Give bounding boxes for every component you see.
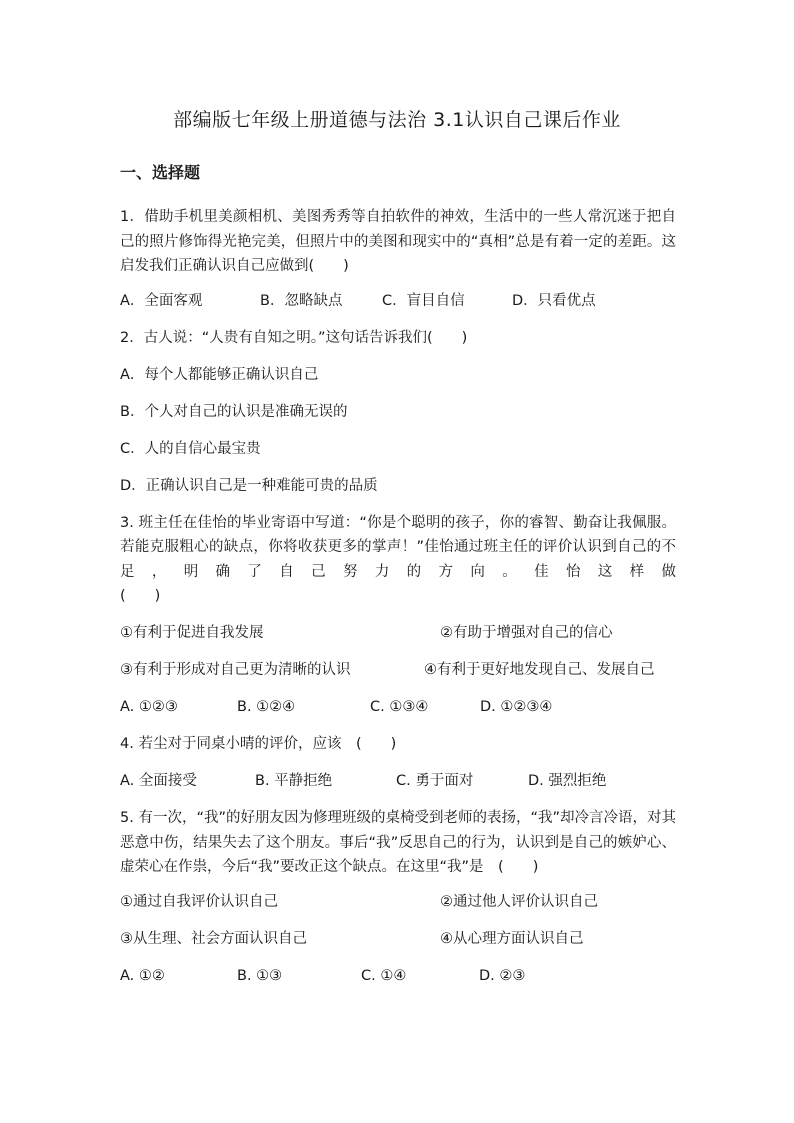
question-5-stem: 5. 有一次，“我”的好朋友因为修理班级的桌椅受到老师的表扬，“我”却冷言冷语，对其恶意中伤，结果失去了这个朋友。事后“我”反思自己的行为，认识到是自己的嫉妒心、虚荣心在作祟，今后“我”要改正这个缺点。在这里“我”是 ( ) <box>120 810 676 875</box>
question-5-options <box>120 964 676 988</box>
question-4-stem: 4. 若尘对于同桌小晴的评价，应该 ( ) <box>120 736 397 752</box>
option-c: C. 勇于面对 <box>396 773 474 789</box>
option-b: B．个人对自己的认识是准确无误的 <box>120 403 348 420</box>
option-b: B. 平静拒绝 <box>255 773 333 789</box>
section-heading: 一、选择题 <box>120 163 201 182</box>
option-a: A．每个人都能够正确认识自己 <box>120 366 319 383</box>
question-list <box>120 205 676 1001</box>
question-3-items-row-1 <box>120 621 676 645</box>
question-3-options <box>120 695 676 719</box>
option-a: A. ①②③ <box>120 699 178 715</box>
question-3-items-row-2 <box>120 658 676 682</box>
option-a: A. 全面接受 <box>120 773 197 789</box>
option-b: B. ①③ <box>237 967 283 984</box>
document-title: 部编版七年级上册道德与法治 3.1认识自己课后作业 <box>173 109 621 131</box>
statement-1: ①通过自我评价认识自己 <box>120 893 278 910</box>
option-b: B. ①②④ <box>237 699 296 715</box>
question-4-options <box>120 769 676 793</box>
question-2-stem: 2．古人说：“人贵有自知之明。”这句话告诉我们( ) <box>120 329 468 346</box>
option-d: D. ①②③④ <box>480 699 553 715</box>
statement-2: ②通过他人评价认识自己 <box>440 893 598 910</box>
question-5-items-row-2 <box>120 927 676 951</box>
option-a: A. ①② <box>120 967 165 984</box>
option-a: A．全面客观 <box>120 292 203 309</box>
statement-3: ③有利于形成对自己更为清晰的认识 <box>120 662 351 678</box>
option-c: C. ①③④ <box>370 699 429 715</box>
question-1-options <box>120 289 676 313</box>
statement-2: ②有助于增强对自己的信心 <box>440 625 613 641</box>
question-5-items-row-1 <box>120 890 676 914</box>
question-3-answer-blank: ( ) <box>120 588 161 604</box>
option-c: C. ①④ <box>361 967 407 984</box>
statement-4: ④从心理方面认识自己 <box>440 930 584 947</box>
statement-3: ③从生理、社会方面认识自己 <box>120 930 307 947</box>
option-b: B．忽略缺点 <box>260 292 343 309</box>
statement-4: ④有利于更好地发现自己、发展自己 <box>424 662 655 678</box>
option-d: D．只看优点 <box>512 292 596 309</box>
option-c: C．盲目自信 <box>382 292 465 309</box>
option-c: C．人的自信心最宝贵 <box>120 440 261 457</box>
question-1-stem: 1．借助手机里美颜相机、美图秀秀等自拍软件的神效，生活中的一些人常沉迷于把自己的照片修饰得光艳完美，但照片中的美图和现实中的“真相”总是有着一定的差距。这启发我们正确认识自己应做到( ) <box>120 209 676 274</box>
option-d: D. 强烈拒绝 <box>528 773 607 789</box>
statement-1: ①有利于促进自我发展 <box>120 625 264 641</box>
option-d: D．正确认识自己是一种难能可贵的品质 <box>120 477 378 494</box>
question-3-stem: 3. 班主任在佳怡的毕业寄语中写道：“你是个聪明的孩子，你的睿智、勤奋让我佩服。若能克服粗心的缺点，你将收获更多的掌声！”佳怡通过班主任的评价认识到自己的不足，明确了自己努力的方向。佳怡这样做 <box>120 514 676 580</box>
option-d: D. ②③ <box>479 967 526 984</box>
